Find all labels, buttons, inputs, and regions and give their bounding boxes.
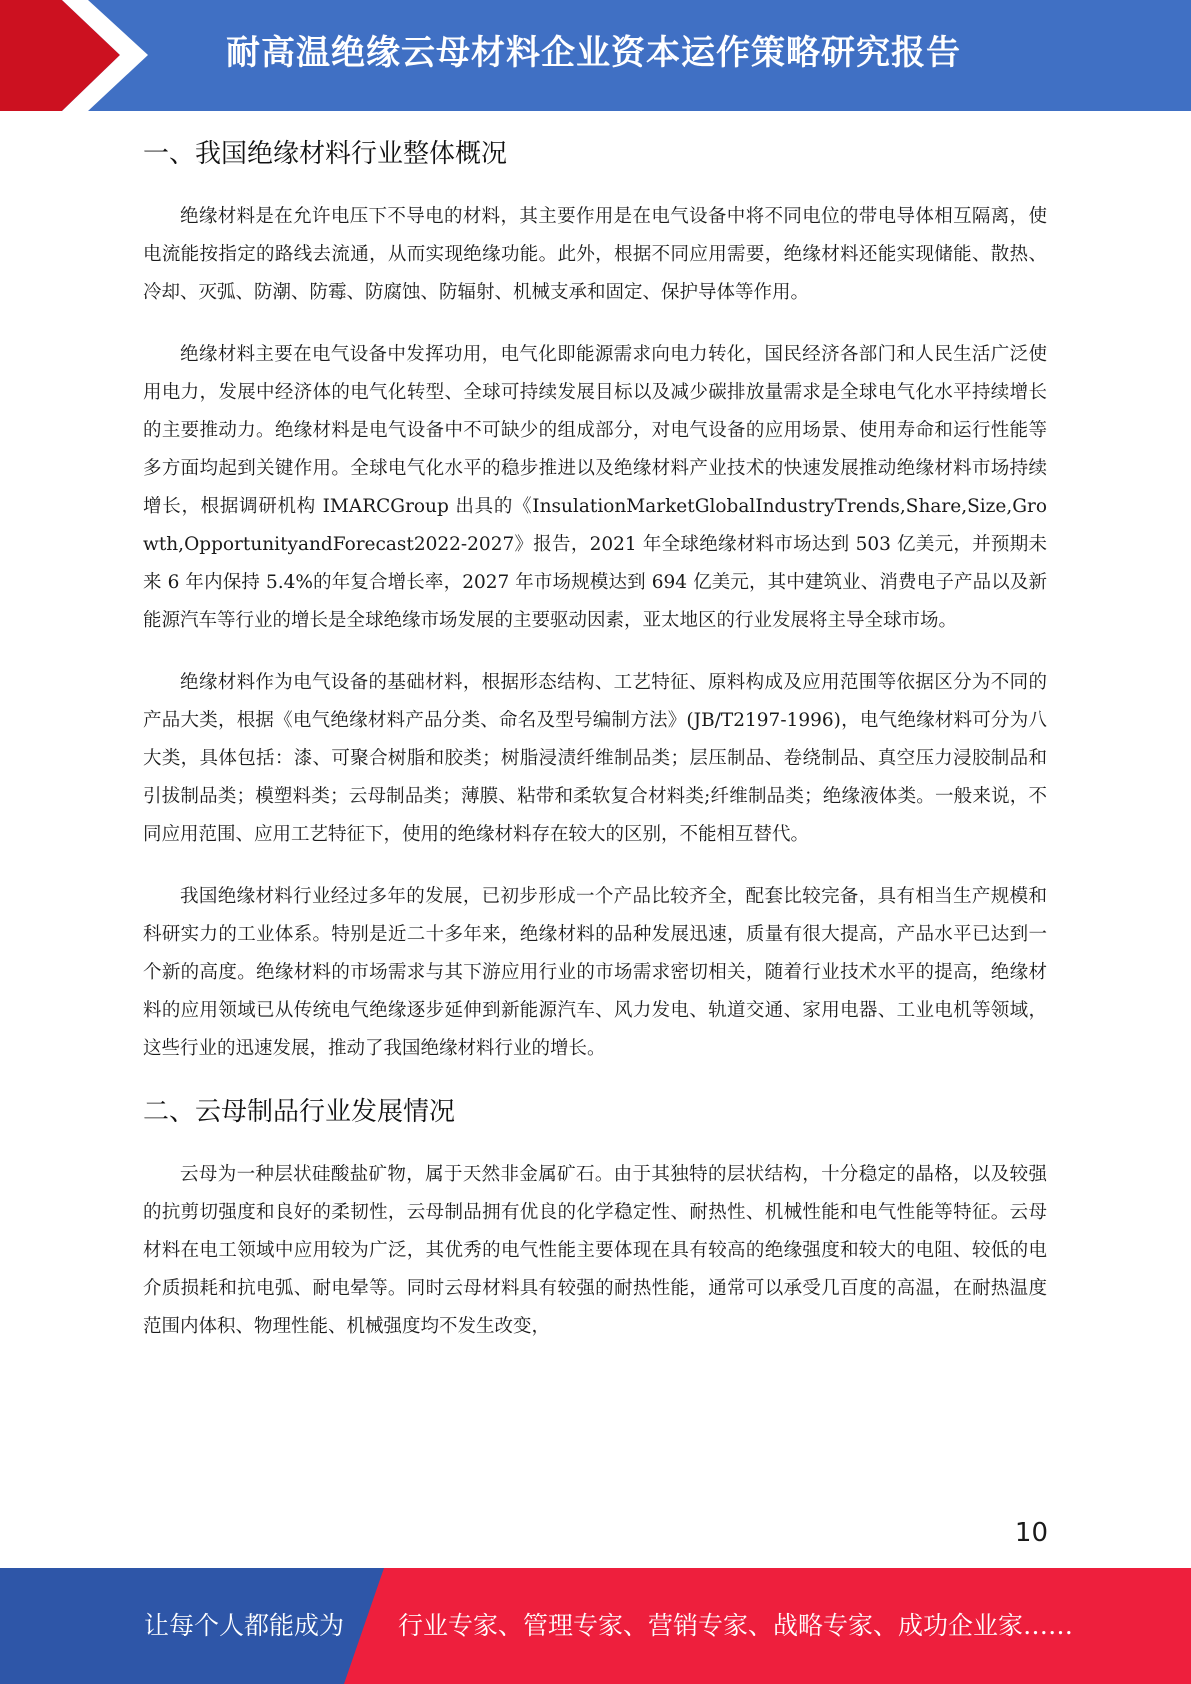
section-title-2: 二、云母制品行业发展情况	[143, 1097, 456, 1127]
page-content	[143, 120, 1047, 1370]
page-number: 10	[1014, 1518, 1048, 1548]
paragraph: 我国绝缘材料行业经过多年的发展，已初步形成一个产品比较齐全，配套比较完备，具有相当生产规模和科研实力的工业体系。特别是近二十多年来，绝缘材料的品种发展迅速，质量有很大提高，产品水平已达到一个新的高度。绝缘材料的市场需求与其下游应用行业的市场需求密切相关，随着行业技术水平的提高，绝缘材料的应用领域已从传统电气绝缘逐步延伸到新能源汽车、风力发电、轨道交通、家用电器、工业电机等领域，这些行业的迅速发展，推动了我国绝缘材料行业的增长。	[143, 886, 1047, 1059]
paragraph: 绝缘材料主要在电气设备中发挥功用，电气化即能源需求向电力转化，国民经济各部门和人民生活广泛使用电力，发展中经济体的电气化转型、全球可持续发展目标以及减少碳排放量需求是全球电气化水平持续增长的主要推动力。绝缘材料是电气设备中不可缺少的组成部分，对电气设备的应用场景、使用寿命和运行性能等多方面均起到关键作用。全球电气化水平的稳步推进以及绝缘材料产业技术的快速发展推动绝缘材料市场持续增长，根据调研机构 IMARCGroup 出具的《InsulationMarketGlobalIndustryTrends,Share,Size,Growth,OpportunityandForecast2022-2027》报告，2021 年全球绝缘材料市场达到 503 亿美元，并预期未来 6 年内保持 5.4%的年复合增长率，2027 年市场规模达到 694 亿美元，其中建筑业、消费电子产品以及新能源汽车等行业的增长是全球绝缘市场发展的主要驱动因素，亚太地区的行业发展将主导全球市场。	[143, 344, 1047, 631]
header-banner	[0, 0, 1191, 111]
footer-slogan-right: 行业专家、管理专家、营销专家、战略专家、成功企业家……	[398, 1611, 1074, 1640]
paragraph: 绝缘材料是在允许电压下不导电的材料，其主要作用是在电气设备中将不同电位的带电导体相互隔离，使电流能按指定的路线去流通，从而实现绝缘功能。此外，根据不同应用需要，绝缘材料还能实现储能、散热、冷却、灭弧、防潮、防霉、防腐蚀、防辐射、机械支承和固定、保护导体等作用。	[143, 206, 1047, 303]
header-arrow-decoration	[0, 0, 160, 111]
report-title: 耐高温绝缘云母材料企业资本运作策略研究报告	[226, 33, 961, 73]
footer-slogan-left: 让每个人都能成为	[144, 1611, 345, 1640]
paragraph: 绝缘材料作为电气设备的基础材料，根据形态结构、工艺特征、原料构成及应用范围等依据区分为不同的产品大类，根据《电气绝缘材料产品分类、命名及型号编制方法》(JB/T2197-1996)，电气绝缘材料可分为八大类，具体包括：漆、可聚合树脂和胶类；树脂浸渍纤维制品类；层压制品、卷绕制品、真空压力浸胶制品和引拔制品类；模塑料类；云母制品类；薄膜、粘带和柔软复合材料类;纤维制品类；绝缘液体类。一般来说，不同应用范围、应用工艺特征下，使用的绝缘材料存在较大的区别，不能相互替代。	[143, 672, 1047, 845]
section-title-1: 一、我国绝缘材料行业整体概况	[143, 139, 508, 169]
paragraph: 云母为一种层状硅酸盐矿物，属于天然非金属矿石。由于其独特的层状结构，十分稳定的晶格，以及较强的抗剪切强度和良好的柔韧性，云母制品拥有优良的化学稳定性、耐热性、机械性能和电气性能等特征。云母材料在电工领域中应用较为广泛，其优秀的电气性能主要体现在具有较高的绝缘强度和较大的电阻、较低的电介质损耗和抗电弧、耐电晕等。同时云母材料具有较强的耐热性能，通常可以承受几百度的高温，在耐热温度范围内体积、物理性能、机械强度均不发生改变，	[143, 1164, 1047, 1337]
footer-banner	[0, 1568, 1191, 1684]
